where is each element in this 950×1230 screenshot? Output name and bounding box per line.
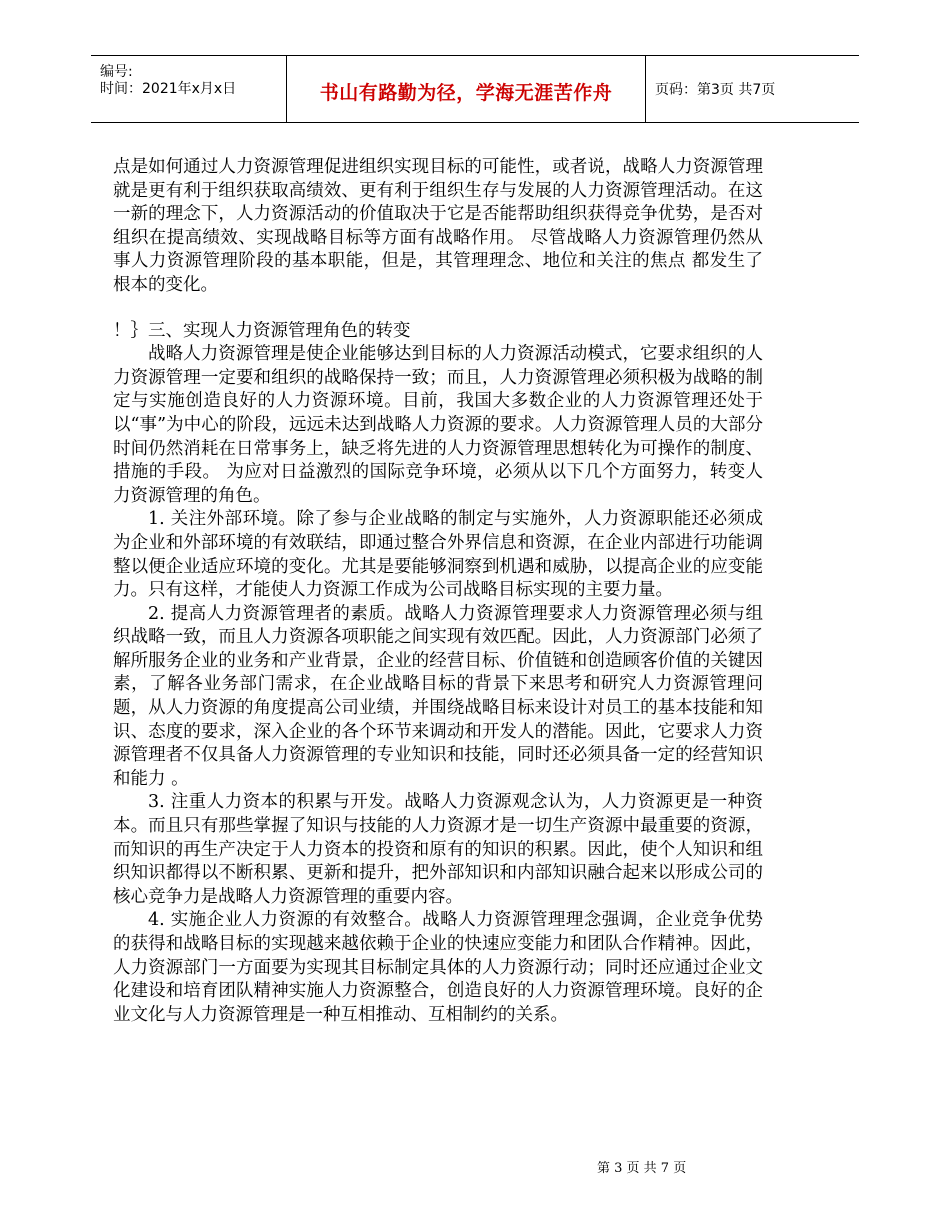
header-page-cell (645, 56, 859, 122)
document-number-label: 编号: (100, 64, 133, 80)
section-heading: ！｝三、实现人力资源管理角色的转变 (113, 320, 411, 341)
page-header (91, 55, 859, 123)
document-date-label: 时间：2021年x月x日 (100, 81, 237, 97)
page-footer: 第 3 页 共 7 页 (597, 1161, 687, 1176)
header-motto-cell (286, 56, 646, 122)
header-page-code: 页码：第3页 共7页 (655, 82, 776, 98)
document-body (113, 156, 763, 1027)
body-paragraph: 战略人力资源管理是使企业能够达到目标的人力资源活动模式，它要求组织的人力资源管理一定要和组织的战略保持一致；而且，人力资源管理必须积极为战略的制定与实施创造良好的人力资源环境。目前，我国大多数企业的人力资源管理还处于以“事”为中心的阶段，远远未达到战略人力资源的要求。人力资源管理人员的大部分时间仍然消耗在日常事务上，缺乏将先进的人力资源管理思想转化为可操作的制度、措施的手段。 为应对日益激烈的国际竞争环境，必须从以下几个方面努力，转变人力资源管理的角色。 (113, 344, 763, 506)
paragraph-gap (113, 298, 763, 320)
list-item-3: 3. 注重人力资本的积累与开发。战略人力资源观念认为，人力资源更是一种资本。而且只有那些掌握了知识与技能的人力资源才是一切生产资源中最重要的资源，而知识的再生产决定于人力资本的投资和原有的知识的积累。因此，使个人知识和组织知识都得以不断积累、更新和提升，把外部知识和内部知识融合起来以形成公司的核心竞争力是战略人力资源管理的重要内容。 (113, 792, 763, 907)
body-paragraph: 点是如何通过人力资源管理促进组织实现目标的可能性，或者说，战略人力资源管理就是更有利于组织获取高绩效、更有利于组织生存与发展的人力资源管理活动。在这一新的理念下，人力资源活动的价值取决于它是否能帮助组织获得竞争优势，是否对组织在提高绩效、实现战略目标等方面有战略作用。 尽管战略人力资源管理仍然从事人力资源管理阶段的基本职能，但是，其管理理念、地位和关注的焦点 都发生了根本的变化。 (113, 157, 763, 295)
header-meta-cell (91, 56, 286, 122)
list-item-2: 2. 提高人力资源管理者的素质。战略人力资源管理要求人力资源管理必须与组织战略一致，而且人力资源各项职能之间实现有效匹配。因此，人力资源部门必须了解所服务企业的业务和产业背景，企业的经营目标、价值链和创造顾客价值的关键因素，了解各业务部门需求，在企业战略目标的背景下来思考和研究人力资源管理问题，从人力资源的角度提高公司业绩，并围绕战略目标来设计对员工的基本技能和知识、态度的要求，深入企业的各个环节来调动和开发人的潜能。因此，它要求人力资源管理者不仅具备人力资源管理的专业知识和技能，同时还必须具备一定的经营知识和能力 。 (113, 603, 763, 789)
header-motto: 书山有路勤为径，学海无涯苦作舟 (319, 82, 613, 104)
list-item-4: 4. 实施企业人力资源的有效整合。战略人力资源管理理念强调，企业竞争优势的获得和战略目标的实现越来越依赖于企业的快速应变能力和团队合作精神。因此，人力资源部门一方面要为实现其目标制定具体的人力资源行动；同时还应通过企业文化建设和培育团队精神实施人力资源整合，创造良好的人力资源管理环境。良好的企业文化与人力资源管理是一种互相推动、互相制约的关系。 (113, 910, 763, 1025)
list-item-1: 1. 关注外部环境。除了参与企业战略的制定与实施外，人力资源职能还必须成为企业和外部环境的有效联结，即通过整合外界信息和资源，在企业内部进行功能调整以便企业适应环境的变化。尤其是要能够洞察到机遇和威胁，以提高企业的应变能力。只有这样，才能使人力资源工作成为公司战略目标实现的主要力量。 (113, 509, 763, 601)
